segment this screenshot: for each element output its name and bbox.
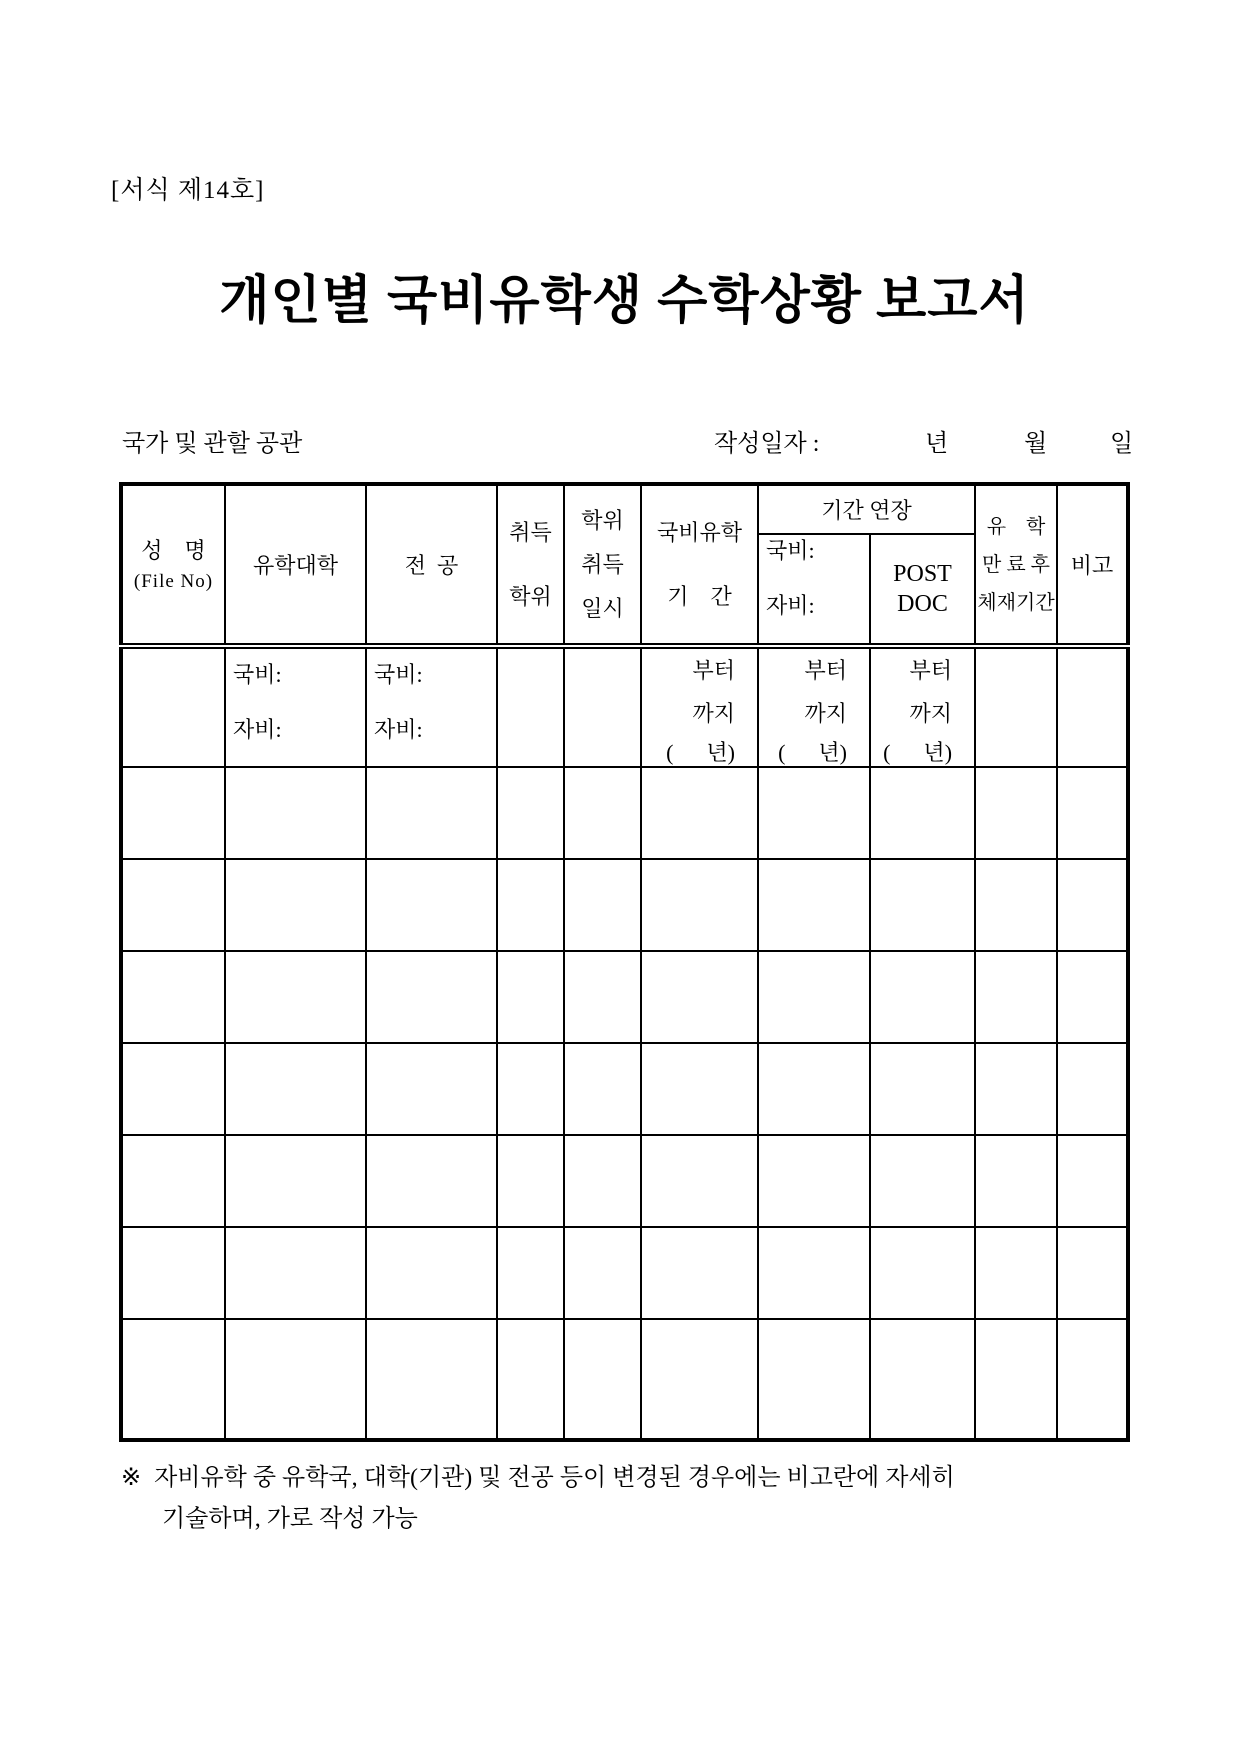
empty-cell <box>870 1227 975 1319</box>
empty-cell <box>564 1043 641 1135</box>
empty-cell <box>564 859 641 951</box>
empty-cell <box>641 1135 758 1227</box>
report-date-day-unit: 일 <box>1110 431 1134 457</box>
placeholder-row <box>121 646 1128 767</box>
empty-cell <box>225 767 366 859</box>
empty-cell <box>758 1135 870 1227</box>
empty-cell <box>1057 1319 1128 1440</box>
report-date-month-unit: 월 <box>1024 431 1048 457</box>
empty-cell <box>975 1319 1057 1440</box>
empty-row <box>121 859 1128 951</box>
empty-cell <box>225 1227 366 1319</box>
header-major-label: 전 공 <box>404 553 459 578</box>
row1-major-self-label: 자비: <box>374 717 423 742</box>
empty-cell <box>758 767 870 859</box>
empty-cell <box>975 1135 1057 1227</box>
header-degree-cell <box>497 484 564 646</box>
header-gov-period-line2: 기 간 <box>667 583 732 609</box>
report-date-year-unit: 년 <box>925 431 949 457</box>
row1-major-cell <box>366 646 497 767</box>
period-from-label: 부터 <box>692 658 735 683</box>
empty-cell <box>870 767 975 859</box>
empty-cell <box>497 951 564 1043</box>
header-degree-date-line3: 일시 <box>581 595 624 621</box>
empty-row <box>121 951 1128 1043</box>
row1-postdoc-period-cell <box>870 646 975 767</box>
empty-cell <box>121 951 225 1043</box>
footnote-line1-text: 자비유학 중 유학국, 대학(기관) 및 전공 등이 변경된 경우에는 비고란에 자세히 <box>154 1465 955 1491</box>
header-degree-date-cell <box>564 484 641 646</box>
period-to-label: 까지 <box>804 701 847 726</box>
footnote-line1 <box>121 1458 1133 1499</box>
header-gov-period-line1: 국비유학 <box>656 519 742 545</box>
period-from-label: 부터 <box>804 658 847 683</box>
row1-degree-cell <box>497 646 564 767</box>
empty-cell <box>870 1319 975 1440</box>
empty-cell <box>975 1227 1057 1319</box>
empty-cell <box>497 1227 564 1319</box>
header-extension-label: 기간 연장 <box>821 498 912 523</box>
empty-row <box>121 1319 1128 1440</box>
agency-label: 국가 및 관할 공관 <box>122 431 303 457</box>
empty-cell <box>366 859 497 951</box>
empty-cell <box>121 859 225 951</box>
empty-cell <box>1057 951 1128 1043</box>
empty-cell <box>564 767 641 859</box>
empty-cell <box>121 1319 225 1440</box>
header-file-no: (File No) <box>133 570 214 592</box>
header-remarks-cell <box>1057 484 1128 646</box>
empty-cell <box>975 767 1057 859</box>
empty-cell <box>366 1227 497 1319</box>
empty-cell <box>1057 1043 1128 1135</box>
empty-cell <box>225 859 366 951</box>
header-postdoc-line1: POST <box>893 561 952 587</box>
report-date-label: 작성일자 : <box>714 431 820 457</box>
empty-cell <box>641 1227 758 1319</box>
header-postdoc-line2: DOC <box>897 591 948 617</box>
header-degree-date-line2: 취득 <box>581 551 624 577</box>
row1-university-cell <box>225 646 366 767</box>
empty-cell <box>366 1319 497 1440</box>
row1-gov-period-cell <box>641 646 758 767</box>
empty-cell <box>975 951 1057 1043</box>
row1-major-gov-label: 국비: <box>374 662 423 687</box>
empty-cell <box>366 1135 497 1227</box>
footnote <box>121 1458 1133 1540</box>
header-postdoc-cell <box>870 534 975 646</box>
period-years-label: ( 년) <box>666 740 735 765</box>
study-status-table <box>119 482 1130 1442</box>
header-stay-line3: 체재기간 <box>977 591 1055 614</box>
form-number: [서식 제14호] <box>111 177 265 204</box>
empty-cell <box>564 1227 641 1319</box>
header-remarks-label: 비고 <box>1070 553 1114 578</box>
empty-cell <box>870 1043 975 1135</box>
header-extension-fund-cell <box>758 534 870 646</box>
header-extension-self-label: 자비: <box>766 593 815 618</box>
empty-cell <box>641 951 758 1043</box>
empty-row <box>121 1043 1128 1135</box>
header-extension-gov-label: 국비: <box>766 538 815 563</box>
empty-row <box>121 1135 1128 1227</box>
row1-stay-cell <box>975 646 1057 767</box>
header-name-line1: 성 명 <box>141 537 206 563</box>
row1-extension-period-cell <box>758 646 870 767</box>
header-major-cell <box>366 484 497 646</box>
empty-cell <box>870 859 975 951</box>
empty-row <box>121 767 1128 859</box>
empty-cell <box>497 1135 564 1227</box>
row1-university-self-label: 자비: <box>233 717 282 742</box>
empty-cell <box>758 1227 870 1319</box>
empty-cell <box>870 1135 975 1227</box>
empty-cell <box>641 767 758 859</box>
empty-cell <box>497 859 564 951</box>
empty-cell <box>641 1043 758 1135</box>
empty-cell <box>758 1319 870 1440</box>
empty-cell <box>497 1043 564 1135</box>
footnote-marker: ※ <box>121 1465 142 1491</box>
empty-cell <box>366 1043 497 1135</box>
empty-cell <box>758 859 870 951</box>
empty-cell <box>225 1319 366 1440</box>
empty-cell <box>975 1043 1057 1135</box>
empty-cell <box>121 1043 225 1135</box>
empty-cell <box>225 1043 366 1135</box>
period-years-label: ( 년) <box>778 740 847 765</box>
empty-cell <box>121 1135 225 1227</box>
empty-cell <box>1057 1135 1128 1227</box>
empty-cell <box>497 767 564 859</box>
empty-cell <box>1057 767 1128 859</box>
empty-cell <box>564 1319 641 1440</box>
header-degree-line1: 취득 <box>509 519 552 545</box>
header-degree-date-line1: 학위 <box>581 507 624 533</box>
header-stay-line1: 유 학 <box>986 515 1046 538</box>
header-university-cell <box>225 484 366 646</box>
header-degree-line2: 학위 <box>509 583 552 609</box>
period-to-label: 까지 <box>692 701 735 726</box>
row1-degree-date-cell <box>564 646 641 767</box>
empty-cell <box>121 1227 225 1319</box>
header-stay-line2: 만 료 후 <box>982 553 1050 576</box>
period-to-label: 까지 <box>909 701 953 726</box>
empty-cell <box>641 859 758 951</box>
header-university-label: 유학대학 <box>252 553 338 578</box>
empty-cell <box>564 1135 641 1227</box>
row1-university-gov-label: 국비: <box>233 662 282 687</box>
row1-name-cell <box>121 646 225 767</box>
page-title: 개인별 국비유학생 수학상황 보고서 <box>219 273 1030 330</box>
empty-cell <box>641 1319 758 1440</box>
period-from-label: 부터 <box>909 658 953 683</box>
header-extension-cell <box>758 484 975 534</box>
empty-cell <box>497 1319 564 1440</box>
empty-cell <box>121 767 225 859</box>
empty-cell <box>758 951 870 1043</box>
footnote-line2: 기술하며, 가로 작성 가능 <box>162 1506 418 1532</box>
empty-cell <box>366 951 497 1043</box>
empty-cell <box>758 1043 870 1135</box>
empty-cell <box>870 951 975 1043</box>
empty-cell <box>1057 859 1128 951</box>
empty-cell <box>225 951 366 1043</box>
header-name-cell <box>121 484 225 646</box>
header-gov-period-cell <box>641 484 758 646</box>
header-stay-cell <box>975 484 1057 646</box>
empty-cell <box>366 767 497 859</box>
empty-row <box>121 1227 1128 1319</box>
empty-cell <box>564 951 641 1043</box>
period-years-label: ( 년) <box>883 740 953 765</box>
empty-cell <box>1057 1227 1128 1319</box>
empty-cell <box>225 1135 366 1227</box>
row1-remarks-cell <box>1057 646 1128 767</box>
empty-cell <box>975 859 1057 951</box>
